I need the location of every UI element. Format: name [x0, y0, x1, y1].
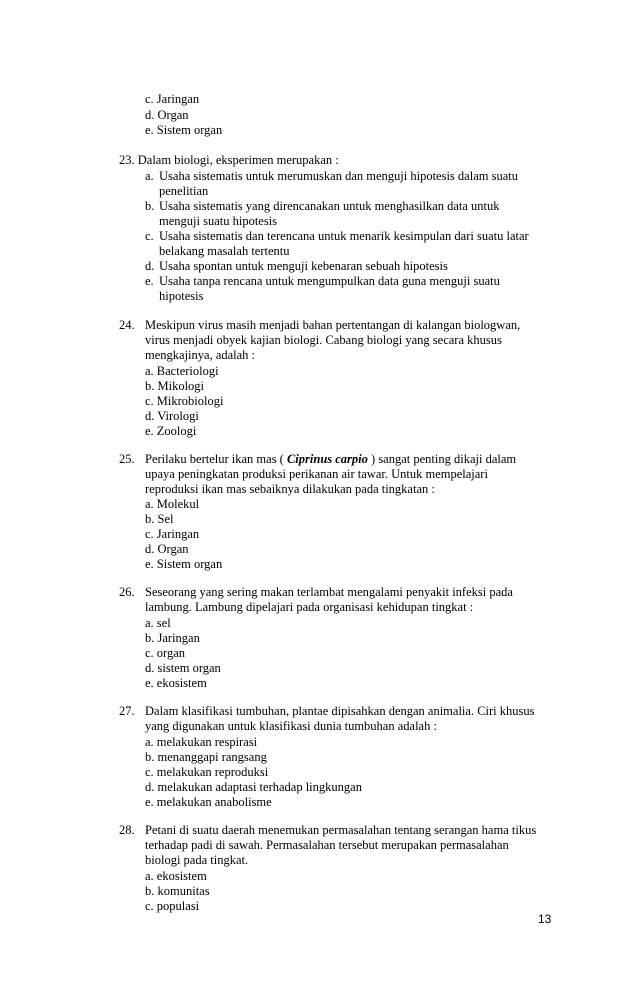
pre-option-c: c. Jaringan: [145, 92, 200, 106]
option-text: Usaha sistematis yang direncanakan untuk menghasilkan data untuk: [159, 199, 500, 213]
q28-option-b: b. komunitas: [145, 884, 210, 898]
q23-option-e-cont: hipotesis: [159, 289, 204, 303]
option-letter: a.: [145, 169, 154, 183]
q26-option-d: d. sistem organ: [145, 661, 221, 675]
q23-option-b-cont: menguji suatu hipotesis: [159, 214, 278, 228]
option-letter: c.: [145, 229, 154, 243]
question-stem: Perilaku bertelur ikan mas (: [145, 452, 287, 466]
option-text: Usaha tanpa rencana untuk mengumpulkan data guna menguji suatu: [159, 274, 500, 288]
q24-option-b: b. Mikologi: [145, 379, 205, 393]
q26-option-a: a. sel: [145, 616, 171, 630]
question-27-stem-line-2: yang digunakan untuk klasifikasi dunia tumbuhan adalah :: [145, 719, 437, 733]
q27-option-e: e. melakukan anabolisme: [145, 795, 272, 809]
q27-option-d: d. melakukan adaptasi terhadap lingkungan: [145, 780, 362, 794]
q27-option-b: b. menanggapi rangsang: [145, 750, 267, 764]
question-28-stem-line-1: [119, 823, 536, 838]
question-number: 26.: [119, 585, 135, 599]
question-24-stem-line-3: mengkajinya, adalah :: [145, 348, 256, 362]
question-26-stem-line-2: lambung. Lambung dipelajari pada organisasi kehidupan tingkat :: [145, 600, 474, 614]
species-name: Ciprinus carpio: [286, 452, 368, 466]
pre-option-d: d. Organ: [145, 108, 189, 122]
question-25-stem-line-3: reproduksi ikan mas sebaiknya dilakukan pada tingkatan :: [145, 482, 435, 496]
q23-option-d: [145, 259, 448, 274]
question-26-stem-line-1: [119, 585, 513, 600]
question-28-stem-line-3: biologi pada tingkat.: [145, 853, 249, 867]
pre-option-e: e. Sistem organ: [145, 123, 223, 137]
q28-option-a: a. ekosistem: [145, 869, 207, 883]
q25-option-a: a. Molekul: [145, 497, 200, 511]
option-letter: d.: [145, 259, 155, 273]
q25-option-d: d. Organ: [145, 542, 189, 556]
q24-option-e: e. Zoologi: [145, 424, 197, 438]
page-number: 13: [538, 912, 552, 926]
q27-option-a: a. melakukan respirasi: [145, 735, 258, 749]
q27-option-c: c. melakukan reproduksi: [145, 765, 269, 779]
option-text: Usaha sistematis untuk merumuskan dan menguji hipotesis dalam suatu: [159, 169, 518, 183]
q23-option-c: [145, 229, 529, 244]
question-24-stem-line-2: virus menjadi obyek kajian biologi. Cabang biologi yang secara khusus: [145, 333, 502, 347]
q23-option-c-cont: belakang masalah tertentu: [159, 244, 290, 258]
q25-option-e: e. Sistem organ: [145, 557, 223, 571]
question-number: 27.: [119, 704, 135, 718]
q24-option-a: a. Bacteriologi: [145, 364, 219, 378]
option-text: Usaha spontan untuk menguji kebenaran sebuah hipotesis: [159, 259, 448, 273]
q25-option-b: b. Sel: [145, 512, 174, 526]
question-stem-end: ) sangat penting dikaji dalam: [367, 452, 517, 466]
question-number: 23.: [119, 153, 135, 167]
option-letter: e.: [145, 274, 154, 288]
q25-option-c: c. Jaringan: [145, 527, 200, 541]
q26-option-b: b. Jaringan: [145, 631, 200, 645]
question-stem: Meskipun virus masih menjadi bahan pertentangan di kalangan biologwan,: [145, 318, 521, 332]
option-text: Usaha sistematis dan terencana untuk menarik kesimpulan dari suatu latar: [159, 229, 529, 243]
question-25-stem-line-2: upaya peningkatan produksi perikanan air tawar. Untuk mempelajari: [145, 467, 488, 481]
question-stem: Dalam biologi, eksperimen merupakan :: [137, 153, 339, 167]
question-27-stem-line-1: [119, 704, 535, 719]
q26-option-e: e. ekosistem: [145, 676, 207, 690]
question-stem: Dalam klasifikasi tumbuhan, plantae dipisahkan dengan animalia. Ciri khusus: [145, 704, 535, 718]
q24-option-d: d. Virologi: [145, 409, 199, 423]
q26-option-c: c. organ: [145, 646, 186, 660]
q23-option-e: [145, 274, 500, 289]
question-28-stem-line-2: terhadap padi di sawah. Permasalahan tersebut merupakan permasalahan: [145, 838, 509, 852]
q23-option-a: [145, 169, 518, 184]
q24-option-c: c. Mikrobiologi: [145, 394, 224, 408]
question-23-stem: [119, 153, 339, 168]
option-letter: b.: [145, 199, 155, 213]
question-number: 24.: [119, 318, 135, 332]
question-24-stem-line-1: [119, 318, 520, 333]
question-number: 25.: [119, 452, 135, 466]
question-number: 28.: [119, 823, 135, 837]
question-25-stem-line-1: [119, 452, 516, 467]
question-stem: Seseorang yang sering makan terlambat mengalami penyakit infeksi pada: [145, 585, 513, 599]
q28-option-c: c. populasi: [145, 899, 200, 913]
question-stem: Petani di suatu daerah menemukan permasalahan tentang serangan hama tikus: [145, 823, 537, 837]
q23-option-a-cont: penelitian: [159, 184, 209, 198]
q23-option-b: [145, 199, 500, 214]
